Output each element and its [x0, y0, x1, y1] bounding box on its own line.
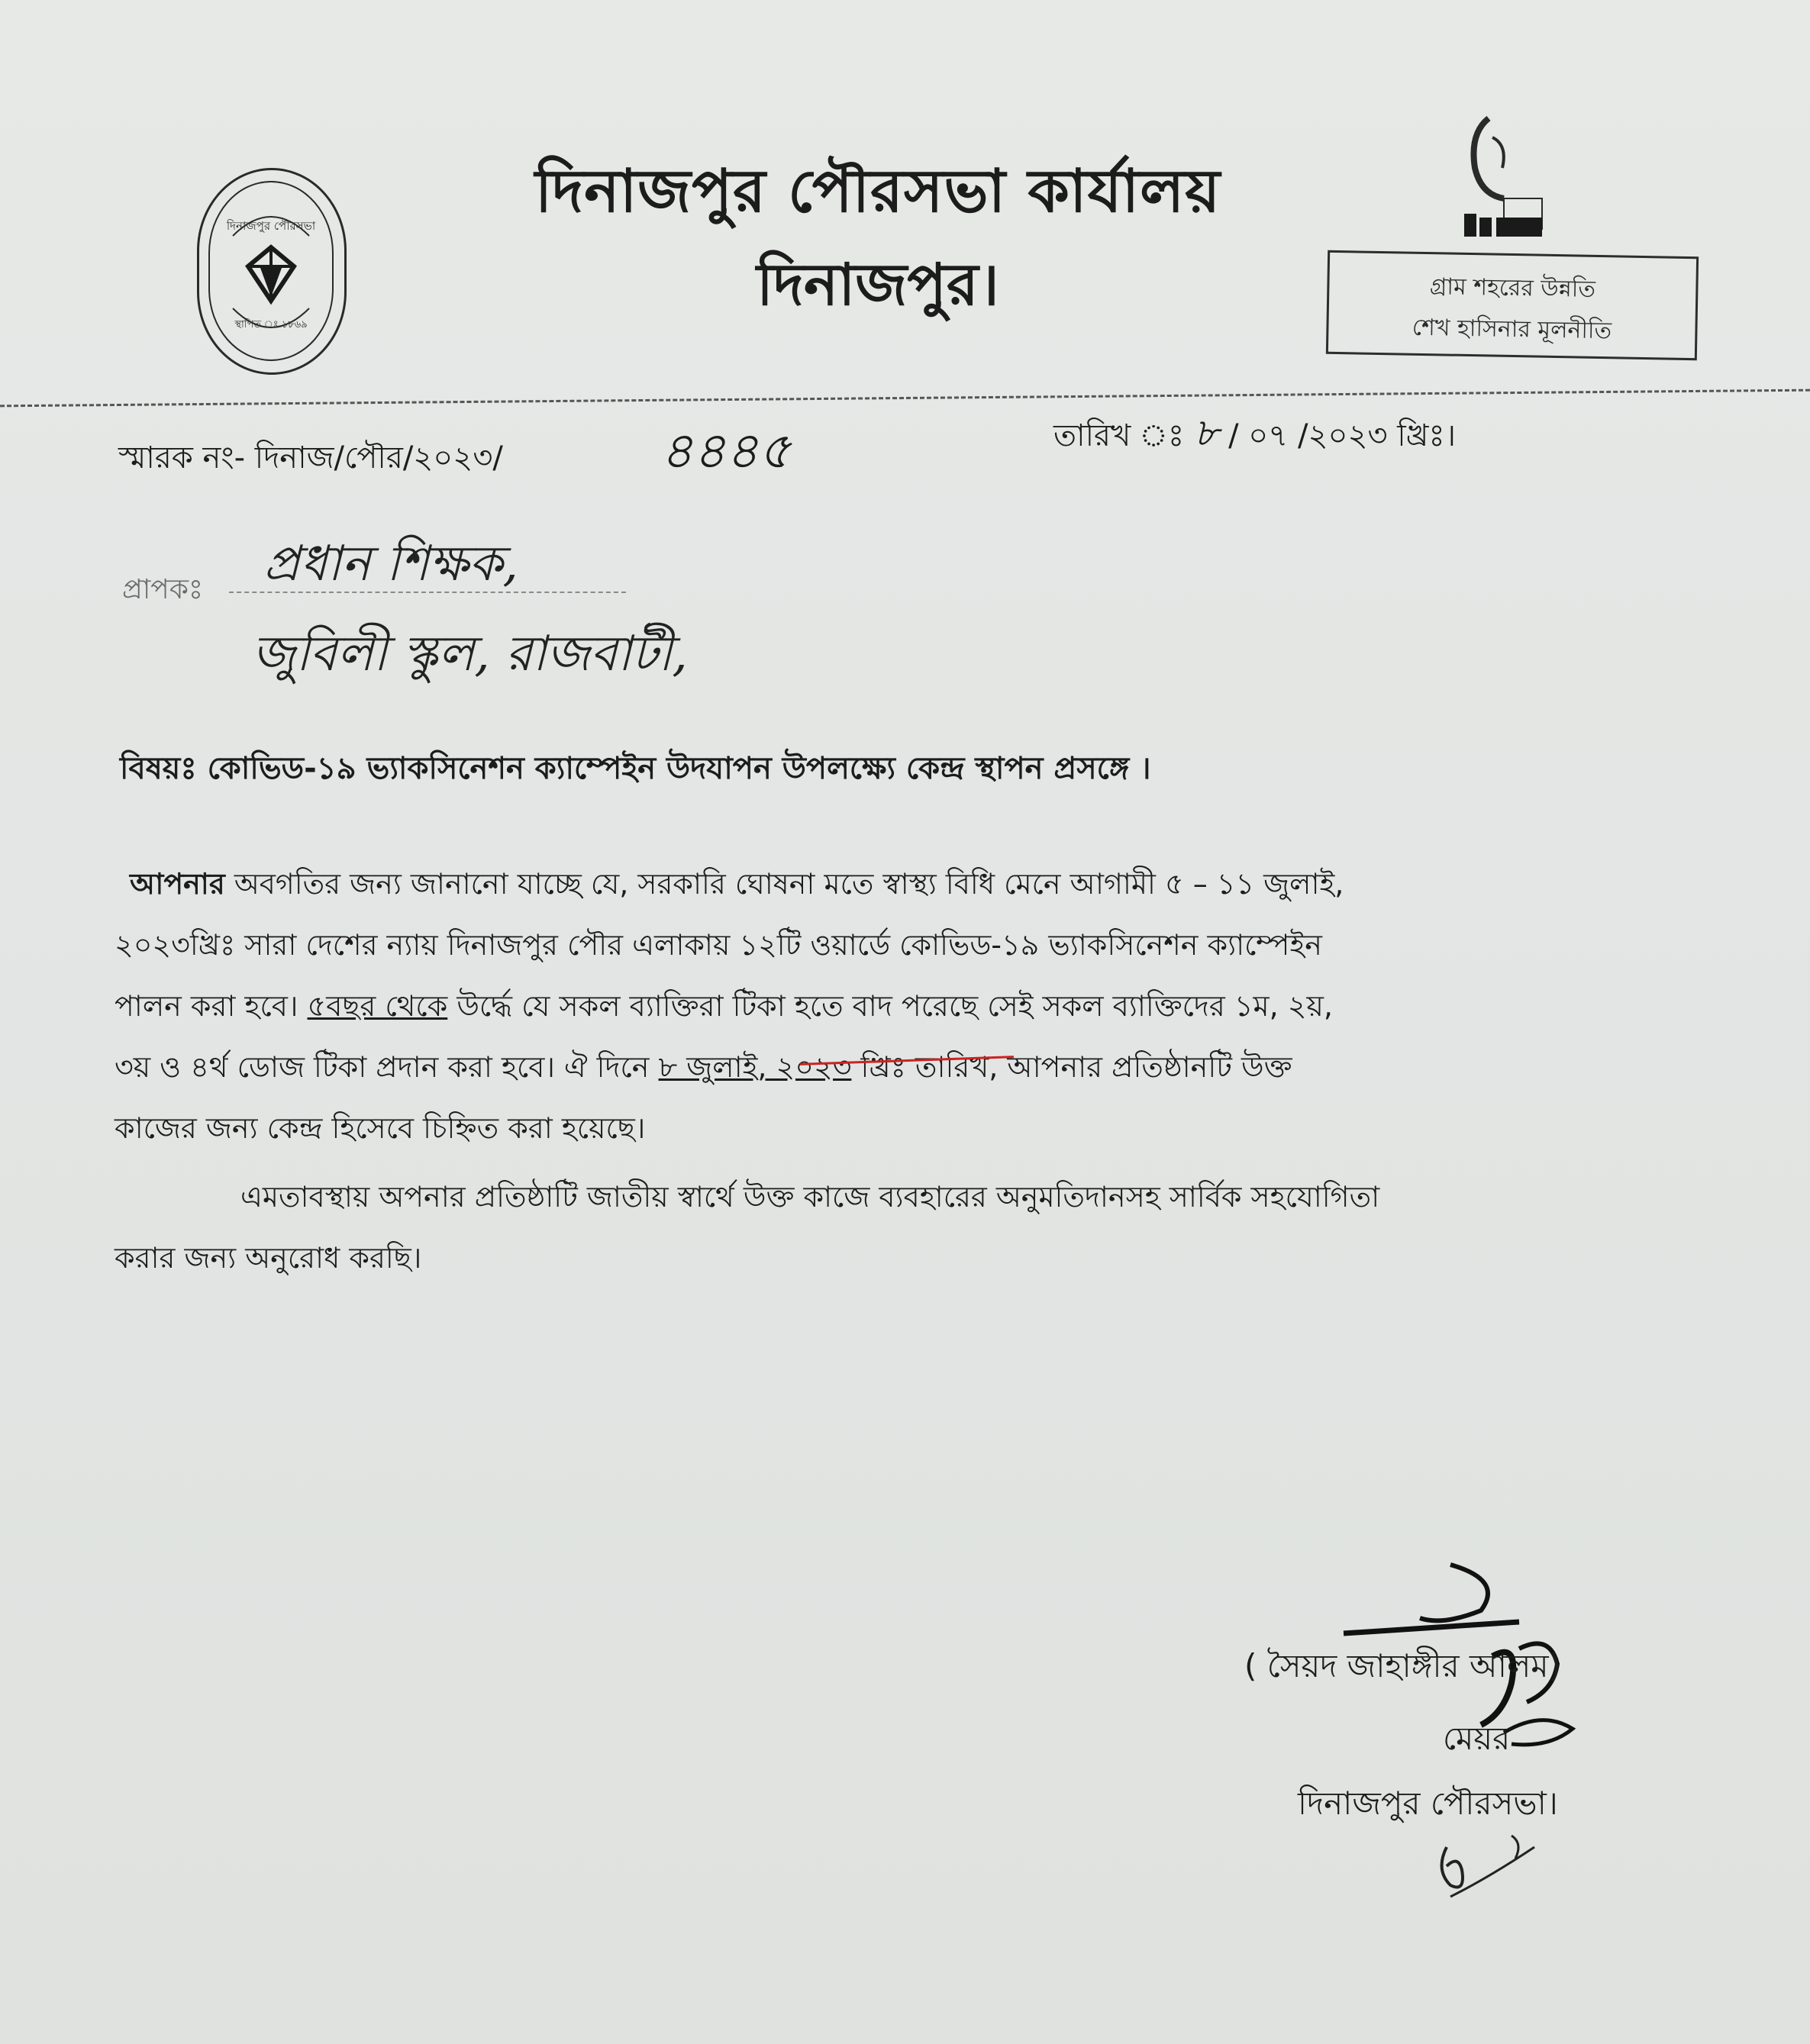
slogan-box: [1326, 250, 1699, 360]
signatory-office: দিনাজপুর পৌরসভা।: [1298, 1784, 1558, 1822]
office-title: দিনাজপুর পৌরসভা কার্যালয়: [534, 157, 1221, 226]
age-underlined: ৫বছর থেকে: [307, 989, 448, 1023]
memo-date: [1053, 405, 1456, 468]
svg-text:দিনাজপুর পৌরসভা: দিনাজপুর পৌরসভা: [226, 219, 316, 233]
recipient-label: প্রাপকঃ: [122, 574, 204, 605]
slogan-line-1: গ্রাম শহরের উন্নতি: [1429, 273, 1596, 303]
svg-text:স্থাপিত ঃ ১৮৬৯: স্থাপিত ঃ ১৮৬৯: [234, 319, 308, 330]
header-divider: [0, 389, 1810, 408]
initials-scribble-icon: [1428, 1824, 1580, 1908]
date-day-handwritten: ৮: [1193, 411, 1219, 455]
body-opening-word: আপনার: [130, 867, 225, 901]
body-para1-line2: ২০২৩খ্রিঃ সারা দেশের ন্যায় দিনাজপুর পৌর এলাকায় ১২টি ওয়ার্ডে কোভিড-১৯ ভ্যাকসিনেশন ক্যাম্পেইন: [115, 928, 1322, 962]
letter-subject: বিষয়ঃ কোভিড-১৯ ভ্যাকসিনেশন ক্যাম্পেইন উদযাপন উপলক্ষ্যে কেন্দ্র স্থাপন প্রসঙ্গে ।: [120, 751, 1151, 786]
memo-reference-number: ৪৪৪৫: [660, 421, 792, 480]
portrait-logo-icon: [1450, 103, 1550, 244]
body-para1-line1: আপনার অবগতির জন্য জানানো যাচ্ছে যে, সরকারি ঘোষনা মতে স্বাস্থ্য বিধি মেনে আগামী ৫ – ১১ জুলাই,: [130, 867, 1344, 901]
recipient-line-1: প্রধান শিক্ষক,: [263, 536, 518, 592]
body-para2-line2: করার জন্য অনুরোধ করছি।: [115, 1241, 422, 1275]
municipal-seal: [197, 168, 347, 375]
date-rest: / ০৭ /২০২৩ খ্রিঃ।: [1228, 418, 1457, 453]
signatory-name: ( সৈয়দ জাহাঙ্গীর আলম): [1244, 1647, 1561, 1685]
memo-reference-label: স্মারক নং- দিনাজ/পৌর/২০২৩/: [118, 440, 503, 476]
body-para2-line1: এমতাবস্থায় অপনার প্রতিষ্ঠাটি জাতীয় স্বার্থে উক্ত কাজে ব্যবহারের অনুমতিদানসহ সার্বিক সহযোগিতা: [240, 1180, 1380, 1214]
office-city: দিনাজপুর।: [757, 250, 999, 318]
body-para1-line5: কাজের জন্য কেন্দ্র হিসেবে চিহ্নিত করা হয়েছে।: [115, 1111, 646, 1145]
recipient-line-2: জুবিলী স্কুল, রাজবাটী,: [252, 626, 688, 682]
date-underlined: ৮ জুলাই, ২০২৩: [658, 1050, 852, 1084]
body-para1-line4: ৩য় ও ৪র্থ ডোজ টিকা প্রদান করা হবে। ঐ দিনে ৮ জুলাই, ২০২৩ খ্রিঃ তারিখ, আপনার প্রতিষ্ঠানটি উক্ত: [115, 1050, 1292, 1084]
seal-emblem-icon: [210, 182, 332, 359]
body-para1-line3: পালন করা হবে। ৫বছর থেকে উর্দ্ধে যে সকল ব্যাক্তিরা টিকা হতে বাদ পরেছে সেই সকল ব্যাক্তিদের ১ম, ২য়,: [115, 989, 1333, 1023]
signatory-designation: মেয়র: [1443, 1720, 1511, 1757]
date-label: তারিখ ঃ: [1053, 418, 1185, 453]
slogan-line-2: শেখ হাসিনার মূলনীতি: [1412, 314, 1612, 345]
